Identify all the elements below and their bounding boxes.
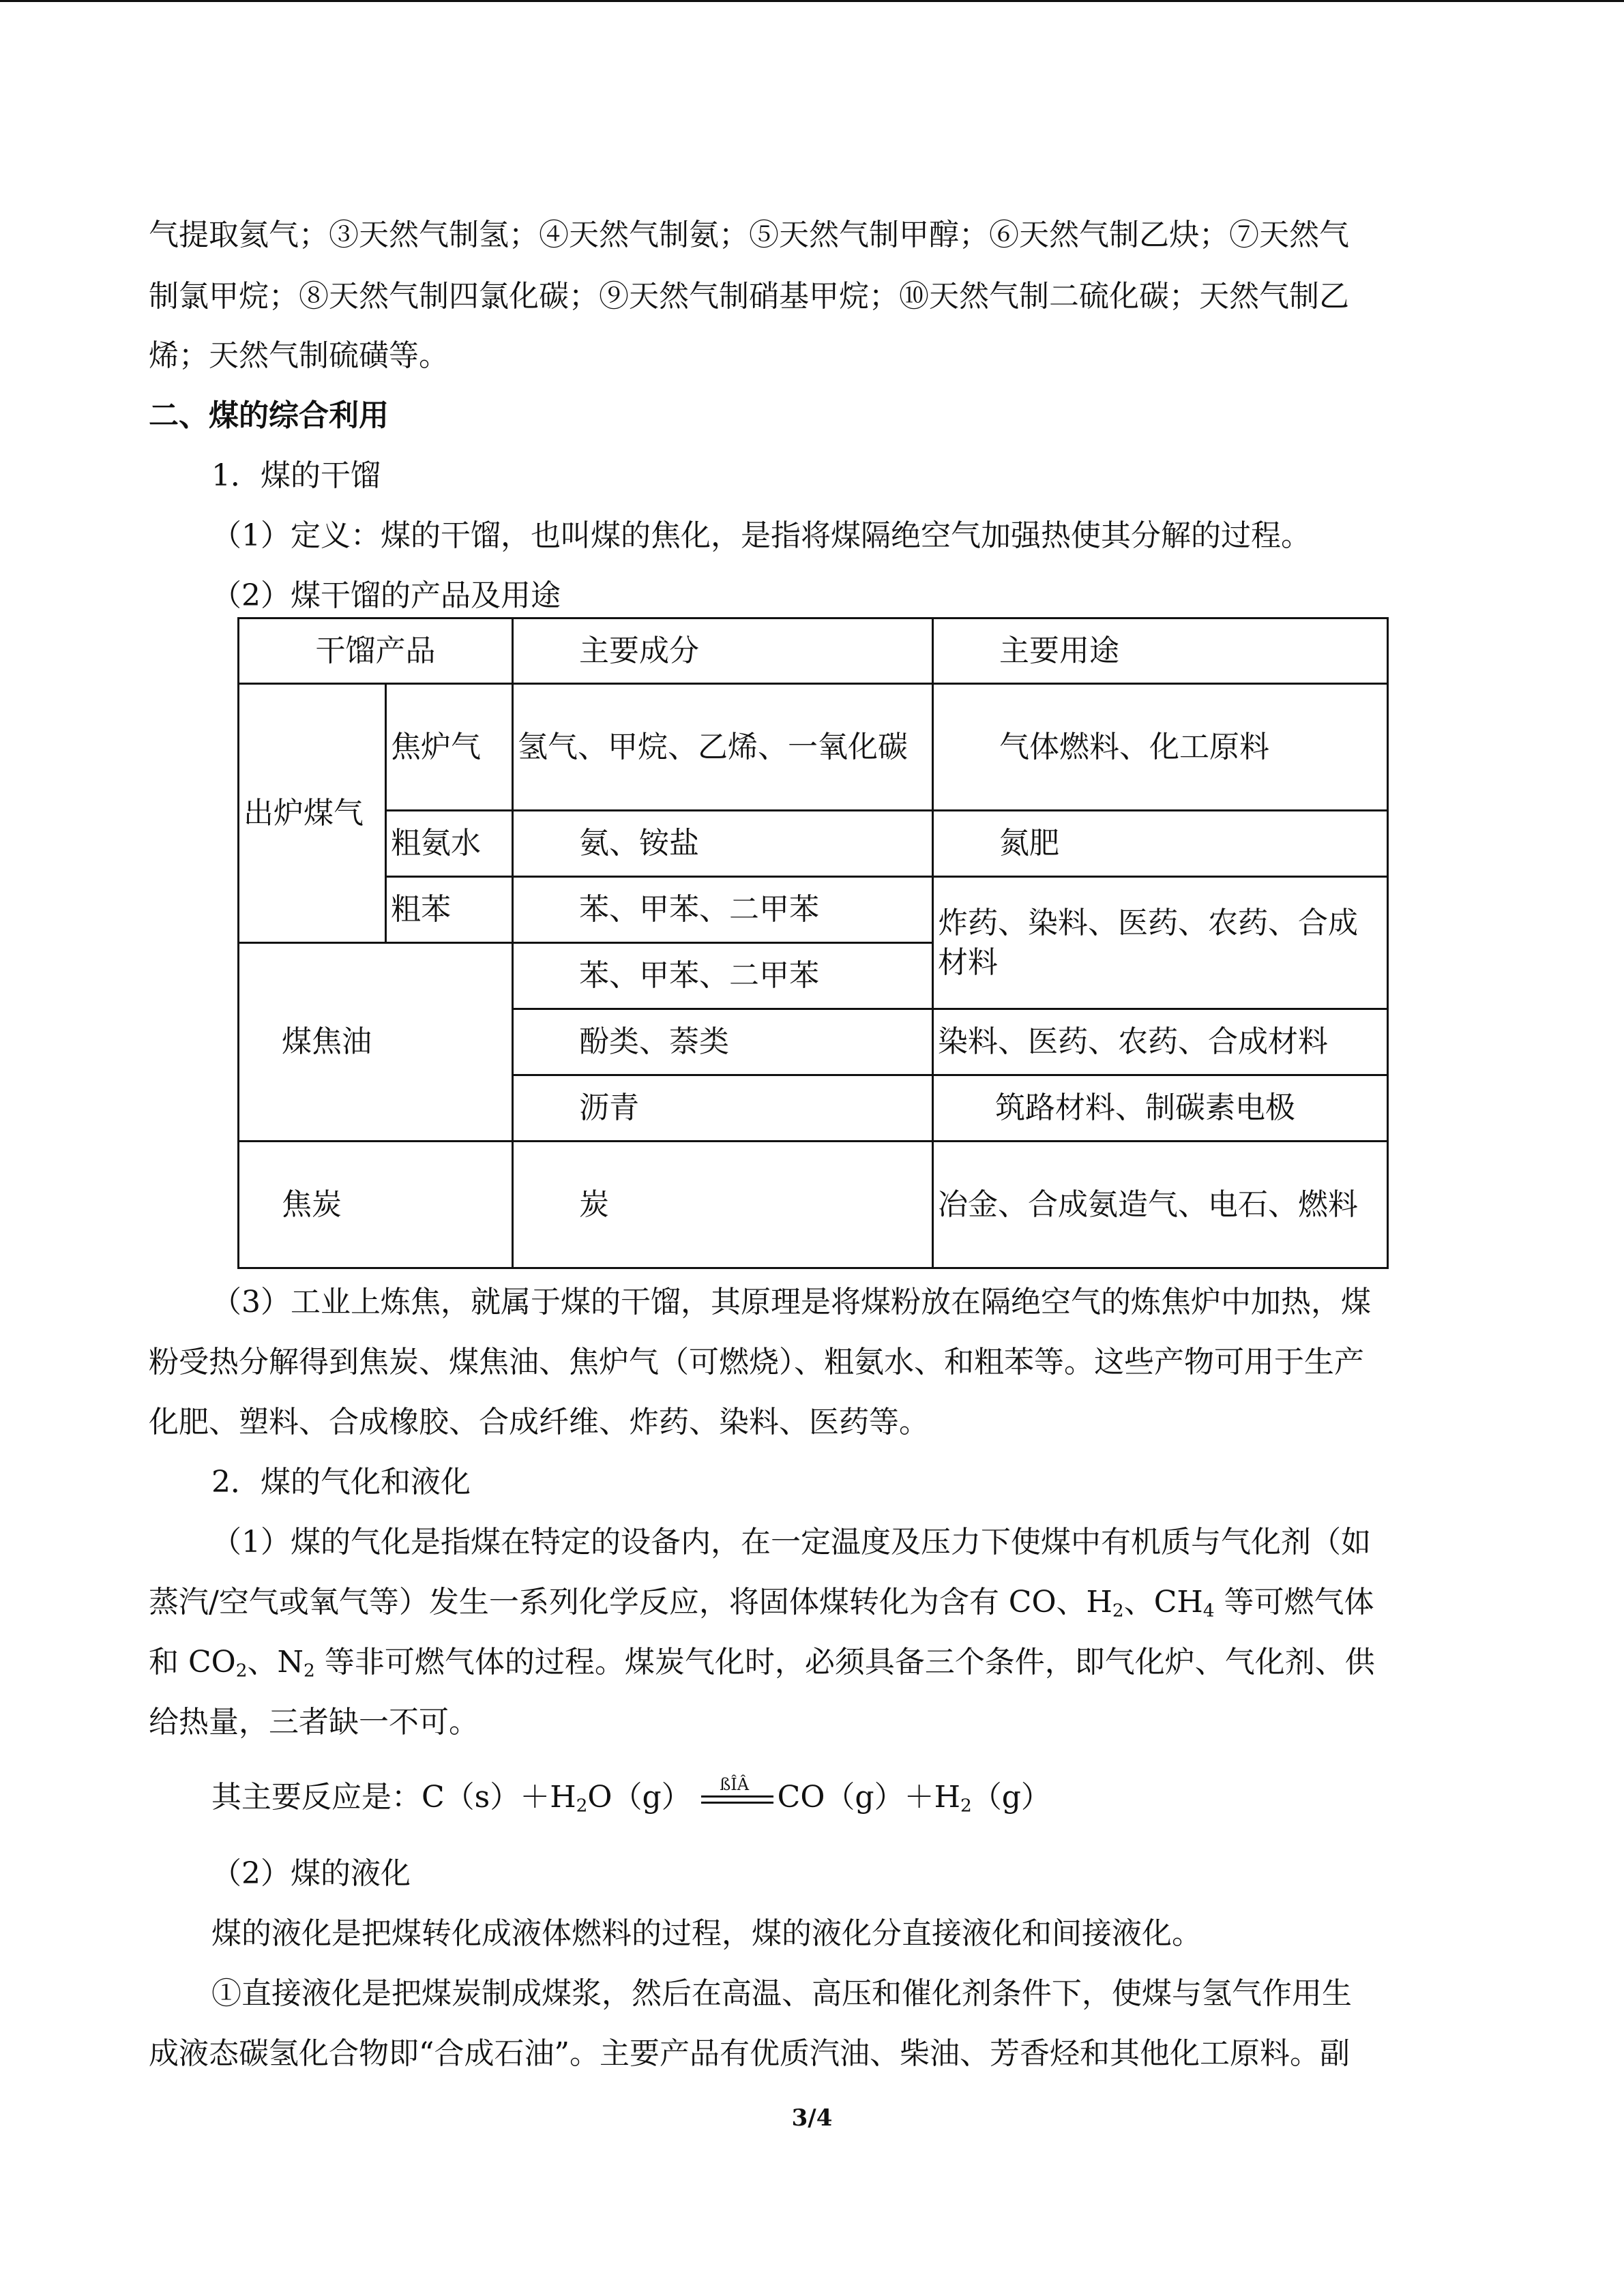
- coke-oven-gas-uses: 气体燃料、化工原料: [933, 684, 1388, 811]
- definition-line: （1）定义：煤的干馏，也叫煤的焦化，是指将煤隔绝空气加强热使其分解的过程。: [211, 518, 1311, 553]
- header-components: 主要成分: [513, 618, 933, 684]
- text-run: 、N: [247, 1645, 304, 1680]
- table-row: [239, 877, 1388, 943]
- coke-uses: 冶金、合成氨造气、电石、燃料: [933, 1142, 1388, 1268]
- subscript: 2: [1112, 1600, 1124, 1622]
- paragraph-line: [149, 1582, 1374, 1623]
- paragraph-line: 气提取氦气；③天然气制氢；④天然气制氨；⑤天然气制甲醇；⑥天然气制乙炔；⑦天然气: [149, 218, 1349, 252]
- coke-components: 炭: [513, 1142, 933, 1268]
- paragraph-line: 给热量，三者缺一不可。: [149, 1705, 479, 1740]
- paragraph-line: 煤的液化是把煤转化成液体燃料的过程，煤的液化分直接液化和间接液化。: [211, 1916, 1202, 1951]
- coke-oven-gas-cell: 焦炉气: [386, 684, 513, 811]
- coal-gas-cell: 出炉煤气: [239, 684, 386, 943]
- section-heading: 二、煤的综合利用: [149, 398, 389, 433]
- subscript: 4: [1202, 1600, 1215, 1622]
- top-rule: [0, 0, 1624, 2]
- subsection-heading: （2）煤的液化: [211, 1856, 411, 1891]
- coal-tar-uses-2: 染料、医药、农药、合成材料: [933, 1009, 1388, 1075]
- reaction-condition: ßÎÂ: [720, 1775, 750, 1794]
- coal-tar-components-3: 沥青: [513, 1075, 933, 1142]
- paragraph-line: 制氯甲烷；⑧天然气制四氯化碳；⑨天然气制硝基甲烷；⑩天然气制二硫化碳；天然气制乙: [149, 279, 1349, 314]
- table-row: [239, 684, 1388, 811]
- text-run: 其主要反应是：C（s）＋H: [211, 1780, 576, 1815]
- subscript: 2: [960, 1795, 972, 1817]
- subscript: 2: [235, 1660, 248, 1682]
- paragraph-line: 化肥、塑料、合成橡胶、合成纤维、炸药、染料、医药等。: [149, 1405, 929, 1440]
- text-run: CO（g）＋H: [777, 1780, 960, 1815]
- paragraph-line: 粉受热分解得到焦炭、煤焦油、焦炉气（可燃烧）、粗氨水、和粗苯等。这些产物可用于生产: [149, 1345, 1364, 1380]
- text-run: O（g）: [587, 1780, 692, 1815]
- subsection-heading: 2．煤的气化和液化: [211, 1465, 471, 1500]
- crude-benzene-components: 苯、甲苯、二甲苯: [513, 877, 933, 943]
- coal-tar-uses-3: 筑路材料、制碳素电极: [933, 1075, 1388, 1142]
- coal-distillation-table: [237, 617, 1389, 1269]
- text-run: 等非可燃气体的过程。煤炭气化时，必须具备三个条件，即气化炉、气化剂、供: [314, 1645, 1375, 1680]
- page-number: 3/4: [791, 2104, 833, 2132]
- table-row: [239, 811, 1388, 877]
- text-run: 蒸汽/空气或氧气等）发生一系列化学反应，将固体煤转化为含有 CO、H: [149, 1585, 1112, 1620]
- crude-ammonia-uses: 氮肥: [933, 811, 1388, 877]
- paragraph-line: （3）工业上炼焦，就属于煤的干馏，其原理是将煤粉放在隔绝空气的炼焦炉中加热，煤: [211, 1285, 1371, 1320]
- paragraph-line: 烯；天然气制硫磺等。: [149, 338, 449, 373]
- header-product: 干馏产品: [239, 618, 513, 684]
- reaction-arrow: [696, 1777, 773, 1818]
- text-run: 和 CO: [149, 1645, 236, 1680]
- header-uses: 主要用途: [933, 618, 1388, 684]
- table-header-row: [239, 618, 1388, 684]
- crude-benzene-cell: 粗苯: [386, 877, 513, 943]
- text-run: 等可燃气体: [1214, 1585, 1374, 1620]
- paragraph-line: （1）煤的气化是指煤在特定的设备内，在一定温度及压力下使煤中有机质与气化剂（如: [211, 1525, 1371, 1560]
- paragraph-line: [149, 1642, 1375, 1683]
- coal-tar-components-1: 苯、甲苯、二甲苯: [513, 943, 933, 1009]
- subscript: 2: [304, 1660, 315, 1682]
- crude-ammonia-cell: 粗氨水: [386, 811, 513, 877]
- paragraph-line: ①直接液化是把煤炭制成煤浆，然后在高温、高压和催化剂条件下，使煤与氢气作用生: [211, 1976, 1352, 2011]
- benzene-uses: 炸药、染料、医药、农药、合成材料: [933, 877, 1388, 1009]
- subsection-heading: 1．煤的干馏: [211, 458, 381, 493]
- coal-tar-components-2: 酚类、萘类: [513, 1009, 933, 1075]
- coke-cell: 焦炭: [239, 1142, 513, 1268]
- text-run: （g）: [971, 1780, 1051, 1815]
- reaction-equation: [211, 1777, 1051, 1818]
- table-row: [239, 1142, 1388, 1268]
- subscript: 2: [576, 1795, 588, 1817]
- coke-oven-gas-components: 氢气、甲烷、乙烯、一氧化碳: [513, 684, 933, 811]
- paragraph-line: 成液态碳氢化合物即“合成石油”。主要产品有优质汽油、柴油、芳香烃和其他化工原料。副: [149, 2036, 1350, 2071]
- text-run: 、CH: [1123, 1585, 1203, 1620]
- coal-tar-cell: 煤焦油: [239, 943, 513, 1142]
- crude-ammonia-components: 氨、铵盐: [513, 811, 933, 877]
- table-caption: （2）煤干馏的产品及用途: [211, 578, 561, 613]
